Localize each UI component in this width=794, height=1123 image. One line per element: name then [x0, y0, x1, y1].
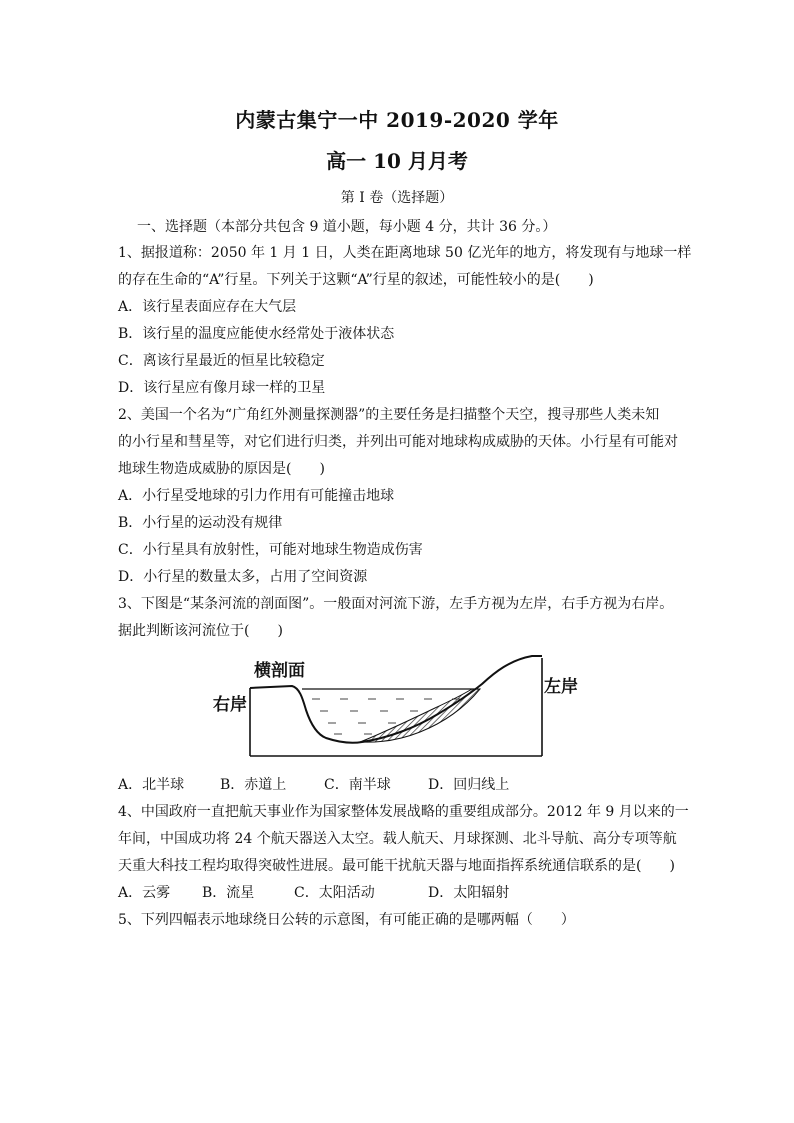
question-4-stem-line-3: 天重大科技工程均取得突破性进展。最可能干扰航天器与地面指挥系统通信联系的是( )	[118, 858, 675, 874]
question-3-option-d: D．回归线上	[428, 777, 510, 793]
question-2-option-c: C．小行星具有放射性，可能对地球生物造成伤害	[118, 542, 423, 558]
question-4-option-d: D．太阳辐射	[428, 885, 510, 901]
exam-subtitle: 高一 10 月月考	[326, 149, 468, 173]
question-2-stem-line-2: 的小行星和彗星等，对它们进行归类，并列出可能对地球构成威胁的天体。小行星有可能对	[118, 434, 678, 450]
question-5-stem-line-1: 5、下列四幅表示地球绕日公转的示意图，有可能正确的是哪两幅（ ）	[118, 912, 575, 928]
question-3-stem-line-1: 3、下图是“某条河流的剖面图”。一般面对河流下游，左手方视为左岸，右手方视为右岸。	[118, 596, 674, 612]
question-4-option-b: B．流星	[202, 885, 255, 901]
question-2-stem-line-3: 地球生物造成威胁的原因是( )	[118, 461, 325, 477]
question-1-option-b: B．该行星的温度应能使水经常处于液体状态	[118, 326, 395, 342]
volume-label: 第 I 卷（选择题）	[340, 190, 454, 206]
figure-title: 横剖面	[254, 661, 305, 680]
question-2-option-a: A．小行星受地球的引力作用有可能撞击地球	[118, 488, 395, 504]
left-bank-label: 左岸	[544, 677, 578, 696]
question-1-stem-line-2: 的存在生命的“A”行星。下列关于这颗“A”行星的叙述，可能性较小的是( )	[118, 272, 594, 288]
question-1-option-c: C．离该行星最近的恒星比较稳定	[118, 353, 325, 369]
question-2-stem-line-1: 2、美国一个名为“广角红外测量探测器”的主要任务是扫描整个天空，搜寻那些人类未知	[118, 407, 660, 423]
exam-title: 内蒙古集宁一中 2019-2020 学年	[235, 108, 559, 132]
question-3-option-b: B．赤道上	[220, 777, 287, 793]
question-2-option-d: D．小行星的数量太多，占用了空间资源	[118, 569, 368, 585]
question-3-options	[118, 775, 509, 795]
question-3-option-c: C．南半球	[324, 777, 391, 793]
question-4-options	[118, 883, 509, 903]
question-4-option-c: C．太阳活动	[294, 885, 375, 901]
question-1-option-d: D．该行星应有像月球一样的卫星	[118, 380, 326, 396]
question-3-stem-line-2: 据此判断该河流位于( )	[118, 623, 283, 639]
question-4-stem-line-2: 年间，中国成功将 24 个航天器送入太空。载人航天、月球探测、北斗导航、高分专项等航	[118, 831, 677, 847]
section-heading: 一、选择题（本部分共包含 9 道小题，每小题 4 分，共计 36 分。）	[137, 219, 557, 235]
question-1-stem-line-1: 1、据报道称：2050 年 1 月 1 日，人类在距离地球 50 亿光年的地方，将发现有与地球一样	[118, 245, 692, 261]
river-cross-section-figure	[210, 652, 620, 764]
question-4-stem-line-1: 4、中国政府一直把航天事业作为国家整体发展战略的重要组成部分。2012 年 9 月以来的一	[118, 804, 689, 820]
question-4-option-a: A．云雾	[118, 885, 171, 901]
deposition-layer	[360, 689, 480, 742]
question-3-option-a: A．北半球	[118, 777, 185, 793]
question-1-option-a: A．该行星表面应存在大气层	[118, 299, 297, 315]
right-bank-label: 右岸	[213, 695, 247, 714]
question-2-option-b: B．小行星的运动没有规律	[118, 515, 283, 531]
